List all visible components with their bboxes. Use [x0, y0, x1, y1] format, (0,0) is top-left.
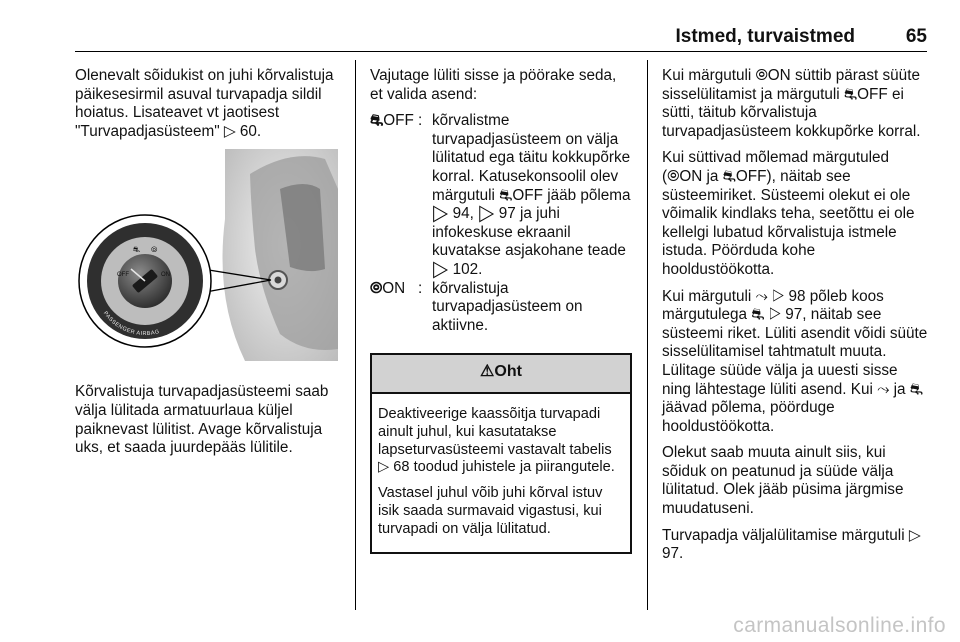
header-divider: [75, 51, 927, 52]
warning-header: [372, 355, 630, 394]
definition-on-desc: kõrvalistuja turvapadjasüsteem on aktiivne.: [432, 279, 583, 334]
airbag-on-icon: ⦾: [370, 279, 383, 297]
watermark: carmanualsonline.info: [733, 614, 946, 637]
column-2: [370, 67, 632, 554]
paragraph-deactivation-indicator: Turvapadja väljalülitamise märgutuli ▷ 97.: [662, 526, 921, 563]
column-1: [75, 67, 347, 466]
switch-positions-list: [370, 112, 632, 335]
column-divider-2: [647, 60, 648, 610]
definition-on: [370, 280, 632, 336]
danger-warning-box: [370, 353, 632, 554]
paragraph-both-indicators: Kui süttivad mõlemad märgutuled (⦾ON ja ⛐OFF), näitab see süsteemiriket. Süsteemi olekut ei ole võimalik kindlaks teha, seetõttu ei ole kellelgi lubatud kõrvalistuja istmele istuda. Pöörduda kohe hooldustöökotta.: [662, 149, 915, 278]
switch-on-label: ON: [161, 272, 170, 279]
column-divider-1: [355, 60, 356, 610]
paragraph-status-change: Olekut saab muuta ainult siis, kui sõiduk on peatunud ja süüde välja lülitatud. Olek jääb püsima järgmise muudatuseni.: [662, 444, 904, 518]
page-header: [75, 26, 927, 48]
section-title: Istmed, turvaistmed: [675, 26, 855, 47]
definition-on-sep: :: [418, 279, 423, 297]
switch-ring-text: PASSENGER AIRBAG: [101, 310, 161, 338]
airbag-switch-photo: [75, 149, 338, 361]
warning-paragraph-1: Deaktiveerige kaassõitja turvapadi ainult juhul, kui kasutatakse lapseturvasüsteemi vastavalt tabelis ▷ 68 toodud juhistele ja piirangutele.: [378, 405, 615, 476]
switch-off-label: OFF: [117, 272, 129, 279]
airbag-switch-illustration: [75, 149, 338, 361]
definition-off: [370, 112, 632, 279]
definition-off-sep: :: [418, 112, 423, 130]
warning-title: Oht: [494, 363, 522, 381]
page-number: 65: [905, 26, 927, 47]
figure-caption: Kõrvalistuja turvapadjasüsteemi saab välja lülitada armatuurlaua küljel paiknevast lülitist. Avage kõrvalistuja uks, et saada juurdepääs lülitile.: [75, 383, 329, 457]
column-3: [662, 67, 930, 572]
intro-paragraph: Olenevalt sõidukist on juhi kõrvalistuja päikesesirmil asuval turvapadja sildil hoiatus. Lisateavet vt jaotisest "Turvapadjasüsteem" ▷ 60.: [75, 67, 334, 140]
definition-off-desc: kõrvalistme turvapadjasüsteem on välja lülitatud ega täitu kokkupõrke korral. Katusekonsoolil olev märgutuli ⛐OFF jääb põlema ▷ 94, ▷ 97 ja juhi infokeskuse ekraanil kuvatakse asjakohane teade ▷ 102.: [432, 112, 631, 278]
warning-body: [372, 394, 630, 553]
svg-text:⦾: ⦾: [151, 245, 158, 255]
definition-off-term: OFF: [383, 112, 414, 130]
warning-paragraph-2: Vastasel juhul võib juhi kõrval istuv isik saada surmavaid vigastusi, kui turvapadi on välja lülitatud.: [378, 485, 603, 537]
warning-triangle-icon: ⚠: [480, 363, 495, 381]
airbag-off-icon: ⛐: [370, 112, 384, 130]
definition-on-term: ON: [382, 279, 406, 297]
paragraph-on-indicator: Kui märgutuli ⦾ON süttib pärast süüte sisselülitamist ja märgutuli ⛐OFF ei sütti, täitub kõrvalistuja turvapadjasüsteem kokkupõrke korral.: [662, 67, 921, 140]
paragraph-system-fault: Kui märgutuli ⤳ ▷ 98 põleb koos märgutulega ⛐ ▷ 97, näitab see süsteemi riket. Lüliti asendit võidi süüte sisselülitamisel tahtmatult muuta. Lülitage süüde välja ja uuesti sisse ning lähtestage lüliti asend. Kui ⤳ ja ⛐ jäävad põlema, pöörduge hooldustöökotta.: [662, 287, 928, 435]
select-position-text: Vajutage lüliti sisse ja pöörake seda, et valida asend:: [370, 67, 617, 103]
svg-text:⛐: ⛐: [133, 245, 140, 255]
